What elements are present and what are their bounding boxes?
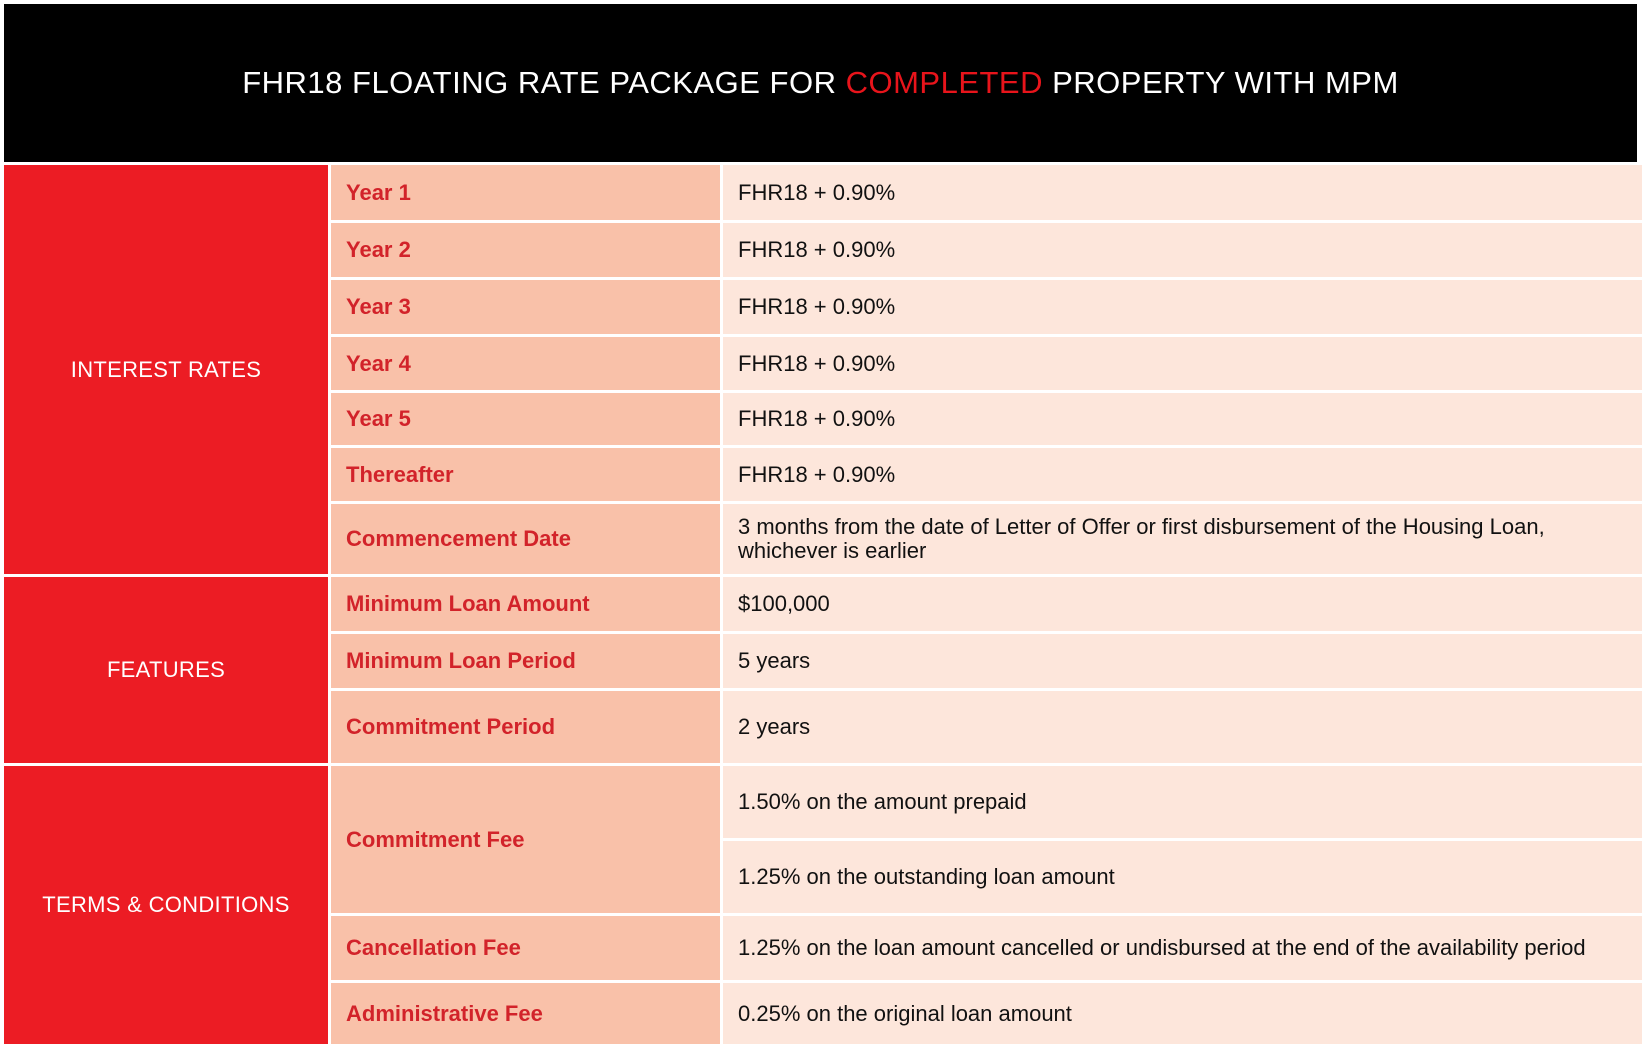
row-label-year-2: Year 2 [331, 223, 720, 277]
row-value-commitment-fee-prepaid: 1.50% on the amount prepaid [723, 766, 1642, 838]
row-value-year-3: FHR18 + 0.90% [723, 280, 1642, 334]
row-label-commencement-date: Commencement Date [331, 504, 720, 574]
row-value-administrative-fee: 0.25% on the original loan amount [723, 983, 1642, 1044]
title-prefix: FHR18 FLOATING RATE PACKAGE FOR [242, 65, 846, 100]
row-label-year-4: Year 4 [331, 337, 720, 390]
row-value-commitment-fee-outstanding: 1.25% on the outstanding loan amount [723, 841, 1642, 913]
title-suffix: PROPERTY WITH MPM [1043, 65, 1399, 100]
table-title [4, 4, 1637, 162]
row-value-thereafter: FHR18 + 0.90% [723, 448, 1642, 501]
row-label-cancellation-fee: Cancellation Fee [331, 916, 720, 980]
row-label-administrative-fee: Administrative Fee [331, 983, 720, 1044]
row-value-minimum-loan-amount: $100,000 [723, 577, 1642, 631]
row-value-year-5: FHR18 + 0.90% [723, 393, 1642, 445]
row-label-minimum-loan-amount: Minimum Loan Amount [331, 577, 720, 631]
row-value-year-2: FHR18 + 0.90% [723, 223, 1642, 277]
row-label-year-1: Year 1 [331, 165, 720, 220]
row-value-minimum-loan-period: 5 years [723, 634, 1642, 688]
row-value-commitment-period: 2 years [723, 691, 1642, 763]
row-label-thereafter: Thereafter [331, 448, 720, 501]
row-label-commitment-fee: Commitment Fee [331, 766, 720, 913]
category-features: FEATURES [4, 577, 328, 763]
title-highlight: COMPLETED [845, 65, 1043, 100]
row-label-year-5: Year 5 [331, 393, 720, 445]
category-interest-rates: INTEREST RATES [4, 165, 328, 574]
category-terms-conditions: TERMS & CONDITIONS [4, 766, 328, 1044]
rate-package-table [4, 4, 1637, 1026]
table-body [4, 165, 1637, 1044]
row-label-minimum-loan-period: Minimum Loan Period [331, 634, 720, 688]
row-value-commencement-date: 3 months from the date of Letter of Offer or first disbursement of the Housing Loan, whichever is earlier [723, 504, 1642, 574]
row-label-commitment-period: Commitment Period [331, 691, 720, 763]
row-value-year-4: FHR18 + 0.90% [723, 337, 1642, 390]
row-value-year-1: FHR18 + 0.90% [723, 165, 1642, 220]
row-value-cancellation-fee: 1.25% on the loan amount cancelled or undisbursed at the end of the availability period [723, 916, 1642, 980]
row-label-year-3: Year 3 [331, 280, 720, 334]
